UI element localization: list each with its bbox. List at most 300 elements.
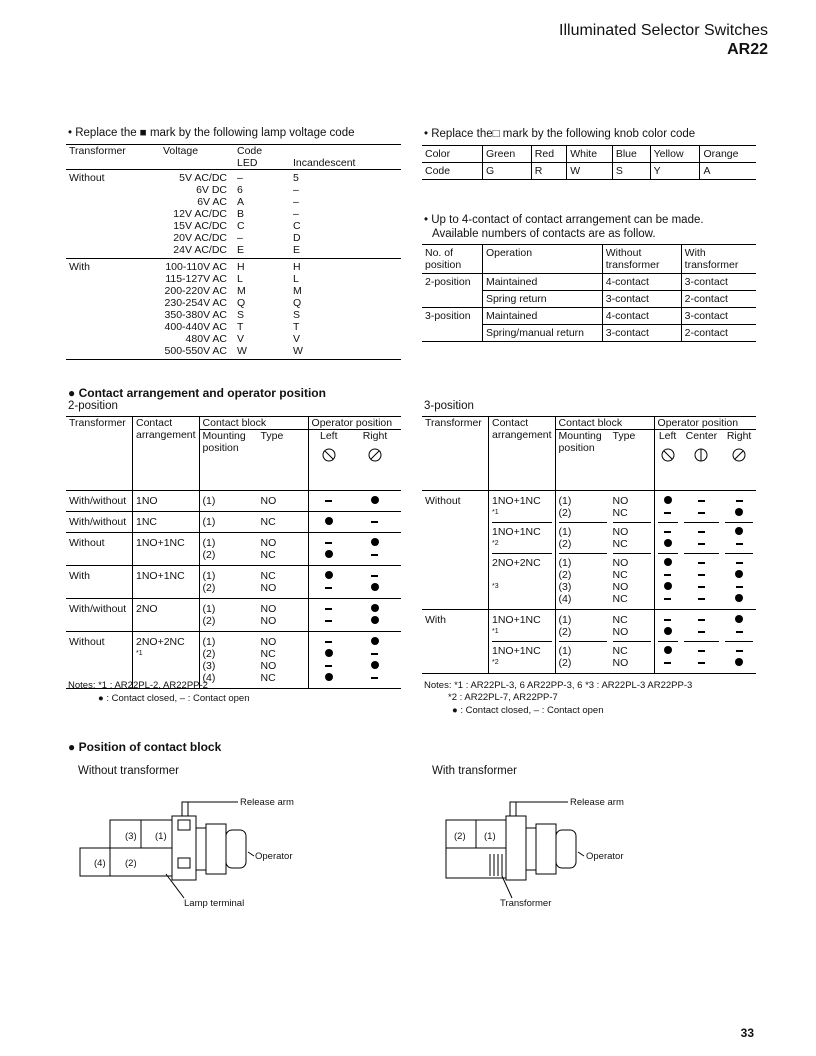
cell-value: NC (260, 570, 276, 582)
tp-arrangement-text: 1NO (136, 495, 158, 507)
lamp-voltage-note: • Replace the ■ mark by the following lamp voltage code (68, 127, 355, 139)
without-release-arm-label: Release arm (240, 797, 294, 808)
contact-open-icon (698, 619, 705, 621)
contact-open-icon (371, 554, 378, 556)
tp-th-type: Type (258, 430, 309, 491)
cell-value: NO (260, 495, 277, 507)
tp-arrangement-text: 2NO (136, 603, 158, 615)
voltage-value: 20V AC/DC (173, 232, 227, 244)
voltage-value: 24V AC/DC (173, 244, 227, 256)
cell-value: (2) (558, 538, 572, 550)
contact-open-icon (664, 598, 671, 600)
tp-arrangement (133, 599, 200, 632)
contact-open-icon (664, 574, 671, 576)
led-code: S (237, 309, 245, 321)
led-code: E (237, 244, 245, 256)
knob-color-1: Red (531, 146, 566, 163)
contact-closed-icon (735, 594, 743, 602)
thp-th-arrangement: Contact arrangement (489, 417, 556, 491)
knob-color-2: White (567, 146, 613, 163)
cell-value: NC (260, 516, 276, 528)
th-incandescent: Incandescent (293, 157, 356, 169)
cell-value: (1) (558, 495, 572, 507)
thp-th-type: Type (610, 430, 655, 491)
cell-value: (4) (558, 593, 572, 605)
cell-value: NC (612, 507, 628, 519)
incandescent-code: E (293, 244, 301, 256)
tp-transformer: With (69, 570, 90, 582)
cell-value: NO (260, 660, 277, 672)
lamp-group-row (66, 170, 401, 259)
thp-th-left (654, 430, 681, 491)
cell-value: (1) (202, 603, 216, 615)
cc-row (422, 308, 756, 325)
contact-closed-icon (371, 496, 379, 504)
model-title: AR22 (727, 41, 768, 58)
knob-code-4: Y (650, 163, 700, 180)
led-code: V (237, 333, 245, 345)
contact-closed-icon (325, 517, 333, 525)
contact-open-icon (325, 608, 332, 610)
tp-arrangement-text: 1NO+1NC (136, 537, 185, 549)
cell-value: NO (612, 581, 629, 593)
led-code: – (237, 172, 243, 184)
cell-value: (2) (202, 615, 216, 627)
tp-transformer: Without (69, 537, 105, 549)
thp-arrangement-text: 1NO+1NC (492, 495, 541, 507)
incandescent-code: – (293, 208, 299, 220)
contact-open-icon (736, 631, 743, 633)
contact-open-icon (698, 531, 705, 533)
tp-th-transformer: Transformer (66, 417, 133, 491)
incandescent-code: L (293, 273, 299, 285)
incandescent-code: W (293, 345, 303, 357)
tp-arrangement (133, 533, 200, 566)
contact-arrangement-title: ● Contact arrangement and operator position (68, 386, 326, 400)
contact-open-icon (371, 575, 378, 577)
th-transformer: Transformer (69, 145, 126, 157)
incandescent-code: C (293, 220, 301, 232)
cell-value: (2) (558, 569, 572, 581)
incandescent-code: – (293, 196, 299, 208)
incandescent-code: 5 (293, 172, 299, 184)
contact-open-icon (698, 574, 705, 576)
cell-value: NC (260, 672, 276, 684)
without-cell-1: (1) (155, 831, 167, 842)
cc-header-0: No. of position (425, 247, 462, 271)
footnote-mark: *1 (136, 650, 143, 657)
knob-color-4: Yellow (650, 146, 700, 163)
cell-value: NO (612, 557, 629, 569)
knob-color-5: Orange (700, 146, 756, 163)
contact-closed-icon (371, 637, 379, 645)
tp-row (66, 533, 401, 566)
contact-closed-icon (664, 627, 672, 635)
voltage-value: 500-550V AC (164, 345, 227, 357)
cell-value: (2) (558, 507, 572, 519)
contact-closed-icon (735, 508, 743, 516)
cell-value: NO (612, 626, 629, 638)
contact-closed-icon (371, 538, 379, 546)
contact-open-icon (698, 543, 705, 545)
knob-code-3: S (612, 163, 650, 180)
led-code: M (237, 285, 246, 297)
cell-value: NC (260, 648, 276, 660)
voltage-value: 6V AC (197, 196, 227, 208)
cell-value: NO (612, 495, 629, 507)
footnote-mark: *1 (492, 509, 499, 516)
contact-closed-icon (664, 558, 672, 566)
incandescent-code: D (293, 232, 301, 244)
cc-header-1: Operation (482, 245, 602, 274)
voltage-value: 6V DC (196, 184, 227, 196)
page-number: 33 (740, 1026, 754, 1040)
tp-th-right (349, 430, 401, 491)
tp-row (66, 512, 401, 533)
led-code: W (237, 345, 247, 357)
contact-open-icon (325, 665, 332, 667)
contact-closed-icon (371, 661, 379, 669)
knob-color-3: Blue (612, 146, 650, 163)
lamp-voltage-table (66, 144, 401, 360)
led-code: B (237, 208, 245, 220)
cell-value: NO (612, 657, 629, 669)
thp-note-2: *2 : AR22PL-7, AR22PP-7 (448, 692, 558, 703)
cc-cell: Spring/manual return (482, 325, 602, 342)
contact-arrangement-title-text: Contact arrangement and operator position (78, 386, 326, 400)
page-title: Illuminated Selector Switches (559, 22, 768, 39)
lamp-transformer: With (69, 261, 90, 273)
tp-th-left (308, 430, 349, 491)
thp-th-center (681, 430, 723, 491)
tp-transformer: With/without (69, 603, 127, 615)
cc-cell: Maintained (482, 308, 602, 325)
cell-value: (1) (558, 614, 572, 626)
thp-th-right-label: Right (726, 430, 752, 442)
contact-open-icon (698, 662, 705, 664)
cell-value: NC (612, 569, 628, 581)
contact-closed-icon (735, 658, 743, 666)
knob-color-note: • Replace the□ mark by the following knob color code (424, 128, 696, 140)
cell-value: NO (260, 537, 277, 549)
contact-open-icon (371, 521, 378, 523)
contact-open-icon (325, 641, 332, 643)
tp-transformer: Without (69, 636, 105, 648)
cell-value: (1) (202, 516, 216, 528)
cc-row (422, 291, 756, 308)
cell-value: (2) (558, 657, 572, 669)
voltage-value: 12V AC/DC (173, 208, 227, 220)
thp-th-operator: Operator position (654, 417, 756, 430)
contact-open-icon (664, 619, 671, 621)
contact-open-icon (736, 500, 743, 502)
tp-arrangement-text: 1NO+1NC (136, 570, 185, 582)
cc-cell (422, 291, 482, 308)
knob-right-icon (732, 448, 746, 462)
th-led: LED (237, 157, 258, 169)
tp-th-block: Contact block (199, 417, 308, 430)
knob-code-2: W (567, 163, 613, 180)
led-code: – (237, 232, 243, 244)
thp-th-right (722, 430, 756, 491)
incandescent-code: S (293, 309, 301, 321)
thp-note-1: Notes: *1 : AR22PL-3, 6 AR22PP-3, 6 *3 : AR22PL-3 AR22PP-3 (424, 680, 693, 691)
cc-cell: 4-contact (602, 274, 681, 291)
thp-arrangement-text: 1NO+1NC (492, 614, 541, 626)
contact-open-icon (736, 650, 743, 652)
cc-row (422, 274, 756, 291)
transformer-label: Transformer (500, 898, 552, 909)
contact-closed-icon (325, 649, 333, 657)
contact-open-icon (736, 586, 743, 588)
tp-transformer: With/without (69, 516, 127, 528)
voltage-value: 230-254V AC (164, 297, 227, 309)
thp-transformer: With (425, 614, 446, 626)
contact-open-icon (325, 587, 332, 589)
contact-open-icon (698, 500, 705, 502)
with-operator-label: Operator (586, 851, 624, 862)
voltage-value: 200-220V AC (164, 285, 227, 297)
two-position-table (66, 416, 401, 689)
knob-color-table (422, 145, 756, 180)
contact-open-icon (698, 562, 705, 564)
with-release-arm-label: Release arm (570, 797, 624, 808)
th-code: Code (237, 145, 263, 157)
knob-code-1: R (531, 163, 566, 180)
cell-value: (2) (202, 549, 216, 561)
cell-value: (3) (558, 581, 572, 593)
cell-value: NC (612, 645, 628, 657)
contacts-count-table (422, 244, 756, 342)
tp-th-left-label: Left (319, 430, 338, 442)
footnote-mark: *2 (492, 540, 499, 547)
contact-closed-icon (371, 616, 379, 624)
position-block-title-text: Position of contact block (78, 740, 222, 754)
cell-value: (1) (558, 526, 572, 538)
cc-cell: 4-contact (602, 308, 681, 325)
cc-cell: 3-contact (602, 325, 681, 342)
tp-th-arrangement: Contact arrangement (133, 417, 200, 491)
led-code: Q (237, 297, 246, 309)
incandescent-code: – (293, 184, 299, 196)
thp-note-3: ● : Contact closed, – : Contact open (452, 705, 604, 716)
contacts-note-1-text: Up to 4-contact of contact arrangement can be made. (431, 214, 704, 226)
cc-cell: 2-position (425, 276, 471, 288)
knob-right-icon (368, 448, 382, 462)
cc-cell: 2-contact (681, 291, 756, 308)
thp-th-left-label: Left (658, 430, 677, 442)
cell-value: (1) (202, 537, 216, 549)
voltage-value: 400-440V AC (164, 321, 227, 333)
incandescent-code: H (293, 261, 301, 273)
cell-value: NC (612, 538, 628, 550)
knob-left-icon (661, 448, 675, 462)
cell-value: (2) (202, 582, 216, 594)
cc-cell: 3-contact (681, 308, 756, 325)
incandescent-code: T (293, 321, 300, 333)
footnote-mark: *2 (492, 659, 499, 666)
two-position-label: 2-position (68, 400, 118, 412)
contact-open-icon (698, 512, 705, 514)
contact-closed-icon (664, 646, 672, 654)
thp-th-center-label: Center (685, 430, 718, 442)
cell-value: (3) (202, 660, 216, 672)
tp-th-mounting: Mounting position (199, 430, 258, 491)
with-cell-1: (1) (484, 831, 496, 842)
incandescent-code: M (293, 285, 302, 297)
cell-value: (4) (202, 672, 216, 684)
cc-header-3: With transformer (681, 245, 756, 274)
contact-closed-icon (371, 604, 379, 612)
contacts-note-1: • Up to 4-contact of contact arrangement can be made. (424, 214, 704, 226)
incandescent-code: Q (293, 297, 302, 309)
three-position-table (422, 416, 756, 674)
led-code: 6 (237, 184, 243, 196)
without-cell-4: (4) (94, 858, 106, 869)
knob-code-5: A (700, 163, 756, 180)
cc-row (422, 325, 756, 342)
tp-arrangement-text: 2NO+2NC (136, 636, 185, 648)
tp-th-operator: Operator position (308, 417, 401, 430)
contact-closed-icon (735, 527, 743, 535)
cell-value: (1) (202, 495, 216, 507)
tp-row (66, 491, 401, 512)
cell-value: NC (612, 593, 628, 605)
thp-th-mounting: Mounting position (555, 430, 610, 491)
three-position-label: 3-position (424, 400, 474, 412)
thp-arrangement-text: 2NO+2NC (492, 557, 541, 569)
incandescent-code: V (293, 333, 301, 345)
cell-value: (2) (202, 648, 216, 660)
contact-open-icon (371, 677, 378, 679)
tp-row (66, 599, 401, 632)
tp-note-2: ● : Contact closed, – : Contact open (98, 693, 250, 704)
thp-group-row (422, 491, 756, 610)
lamp-terminal-label: Lamp terminal (184, 898, 245, 909)
contact-closed-icon (664, 539, 672, 547)
knob-color-note-text: Replace the□ mark by the following knob color code (431, 128, 696, 140)
contact-open-icon (698, 631, 705, 633)
contact-open-icon (664, 531, 671, 533)
contact-open-icon (736, 543, 743, 545)
led-code: T (237, 321, 244, 333)
cc-cell: Maintained (482, 274, 602, 291)
tp-arrangement (133, 566, 200, 599)
cell-value: NO (260, 636, 277, 648)
voltage-value: 115-127V AC (165, 273, 227, 285)
knob-code-0: G (483, 163, 532, 180)
th-voltage: Voltage (163, 145, 199, 157)
knob-color-0: Green (483, 146, 532, 163)
tp-row (66, 566, 401, 599)
cell-value: (1) (558, 557, 572, 569)
thp-th-block: Contact block (555, 417, 654, 430)
contact-closed-icon (664, 496, 672, 504)
lamp-voltage-note-text: Replace the ■ mark by the following lamp voltage code (75, 127, 355, 139)
cc-cell: 3-contact (602, 291, 681, 308)
cell-value: (1) (202, 570, 216, 582)
thp-group-row (422, 610, 756, 674)
lamp-transformer: Without (69, 172, 105, 184)
cc-header-2: Without transformer (602, 245, 681, 274)
cell-value: NO (260, 582, 277, 594)
thp-arrangement-text: 1NO+1NC (492, 526, 541, 538)
voltage-value: 100-110V AC (165, 261, 227, 273)
cc-cell (422, 325, 482, 342)
cc-cell: Spring return (482, 291, 602, 308)
with-cell-2: (2) (454, 831, 466, 842)
cc-cell: 3-contact (681, 274, 756, 291)
contact-closed-icon (735, 570, 743, 578)
knob-left-icon (322, 448, 336, 462)
cell-value: NO (260, 603, 277, 615)
without-transformer-label: Without transformer (78, 765, 179, 777)
footnote-mark: *3 (492, 583, 499, 590)
without-cell-3: (3) (125, 831, 137, 842)
cell-value: NC (612, 614, 628, 626)
lamp-group-row (66, 259, 401, 360)
contact-open-icon (325, 620, 332, 622)
led-code: H (237, 261, 245, 273)
tp-arrangement-text: 1NC (136, 516, 158, 528)
cell-value: (1) (202, 636, 216, 648)
thp-arrangement-text: 1NO+1NC (492, 645, 541, 657)
voltage-value: 480V AC (185, 333, 227, 345)
knob-code-label: Code (425, 165, 451, 177)
cell-value: NO (260, 615, 277, 627)
contacts-note-2: Available numbers of contacts are as follow. (432, 228, 656, 240)
led-code: C (237, 220, 245, 232)
led-code: A (237, 196, 245, 208)
contact-open-icon (325, 542, 332, 544)
footnote-mark: *1 (492, 628, 499, 635)
with-transformer-label: With transformer (432, 765, 517, 777)
cc-cell: 3-position (425, 310, 471, 322)
thp-th-transformer: Transformer (422, 417, 489, 491)
knob-center-icon (694, 448, 708, 462)
knob-color-label: Color (425, 148, 451, 160)
tp-th-right-label: Right (362, 430, 388, 442)
contact-open-icon (664, 512, 671, 514)
thp-transformer: Without (425, 495, 461, 507)
tp-note-1: Notes: *1 : AR22PL-2, AR22PP-2 (68, 680, 208, 691)
cell-value: (2) (558, 626, 572, 638)
contact-closed-icon (735, 615, 743, 623)
tp-arrangement (133, 512, 200, 533)
contact-open-icon (325, 500, 332, 502)
cell-value: NO (612, 526, 629, 538)
cc-cell: 2-contact (681, 325, 756, 342)
contact-closed-icon (325, 673, 333, 681)
contact-closed-icon (371, 583, 379, 591)
contact-open-icon (698, 650, 705, 652)
contact-closed-icon (325, 550, 333, 558)
voltage-value: 350-380V AC (164, 309, 227, 321)
led-code: L (237, 273, 243, 285)
without-cell-2: (2) (125, 858, 137, 869)
tp-arrangement (133, 491, 200, 512)
contact-open-icon (736, 562, 743, 564)
tp-transformer: With/without (69, 495, 127, 507)
contact-open-icon (371, 653, 378, 655)
without-operator-label: Operator (255, 851, 293, 862)
cell-value: (1) (558, 645, 572, 657)
contact-open-icon (698, 586, 705, 588)
contact-open-icon (664, 662, 671, 664)
position-block-title: ● Position of contact block (68, 740, 222, 754)
contact-closed-icon (325, 571, 333, 579)
voltage-value: 15V AC/DC (173, 220, 227, 232)
